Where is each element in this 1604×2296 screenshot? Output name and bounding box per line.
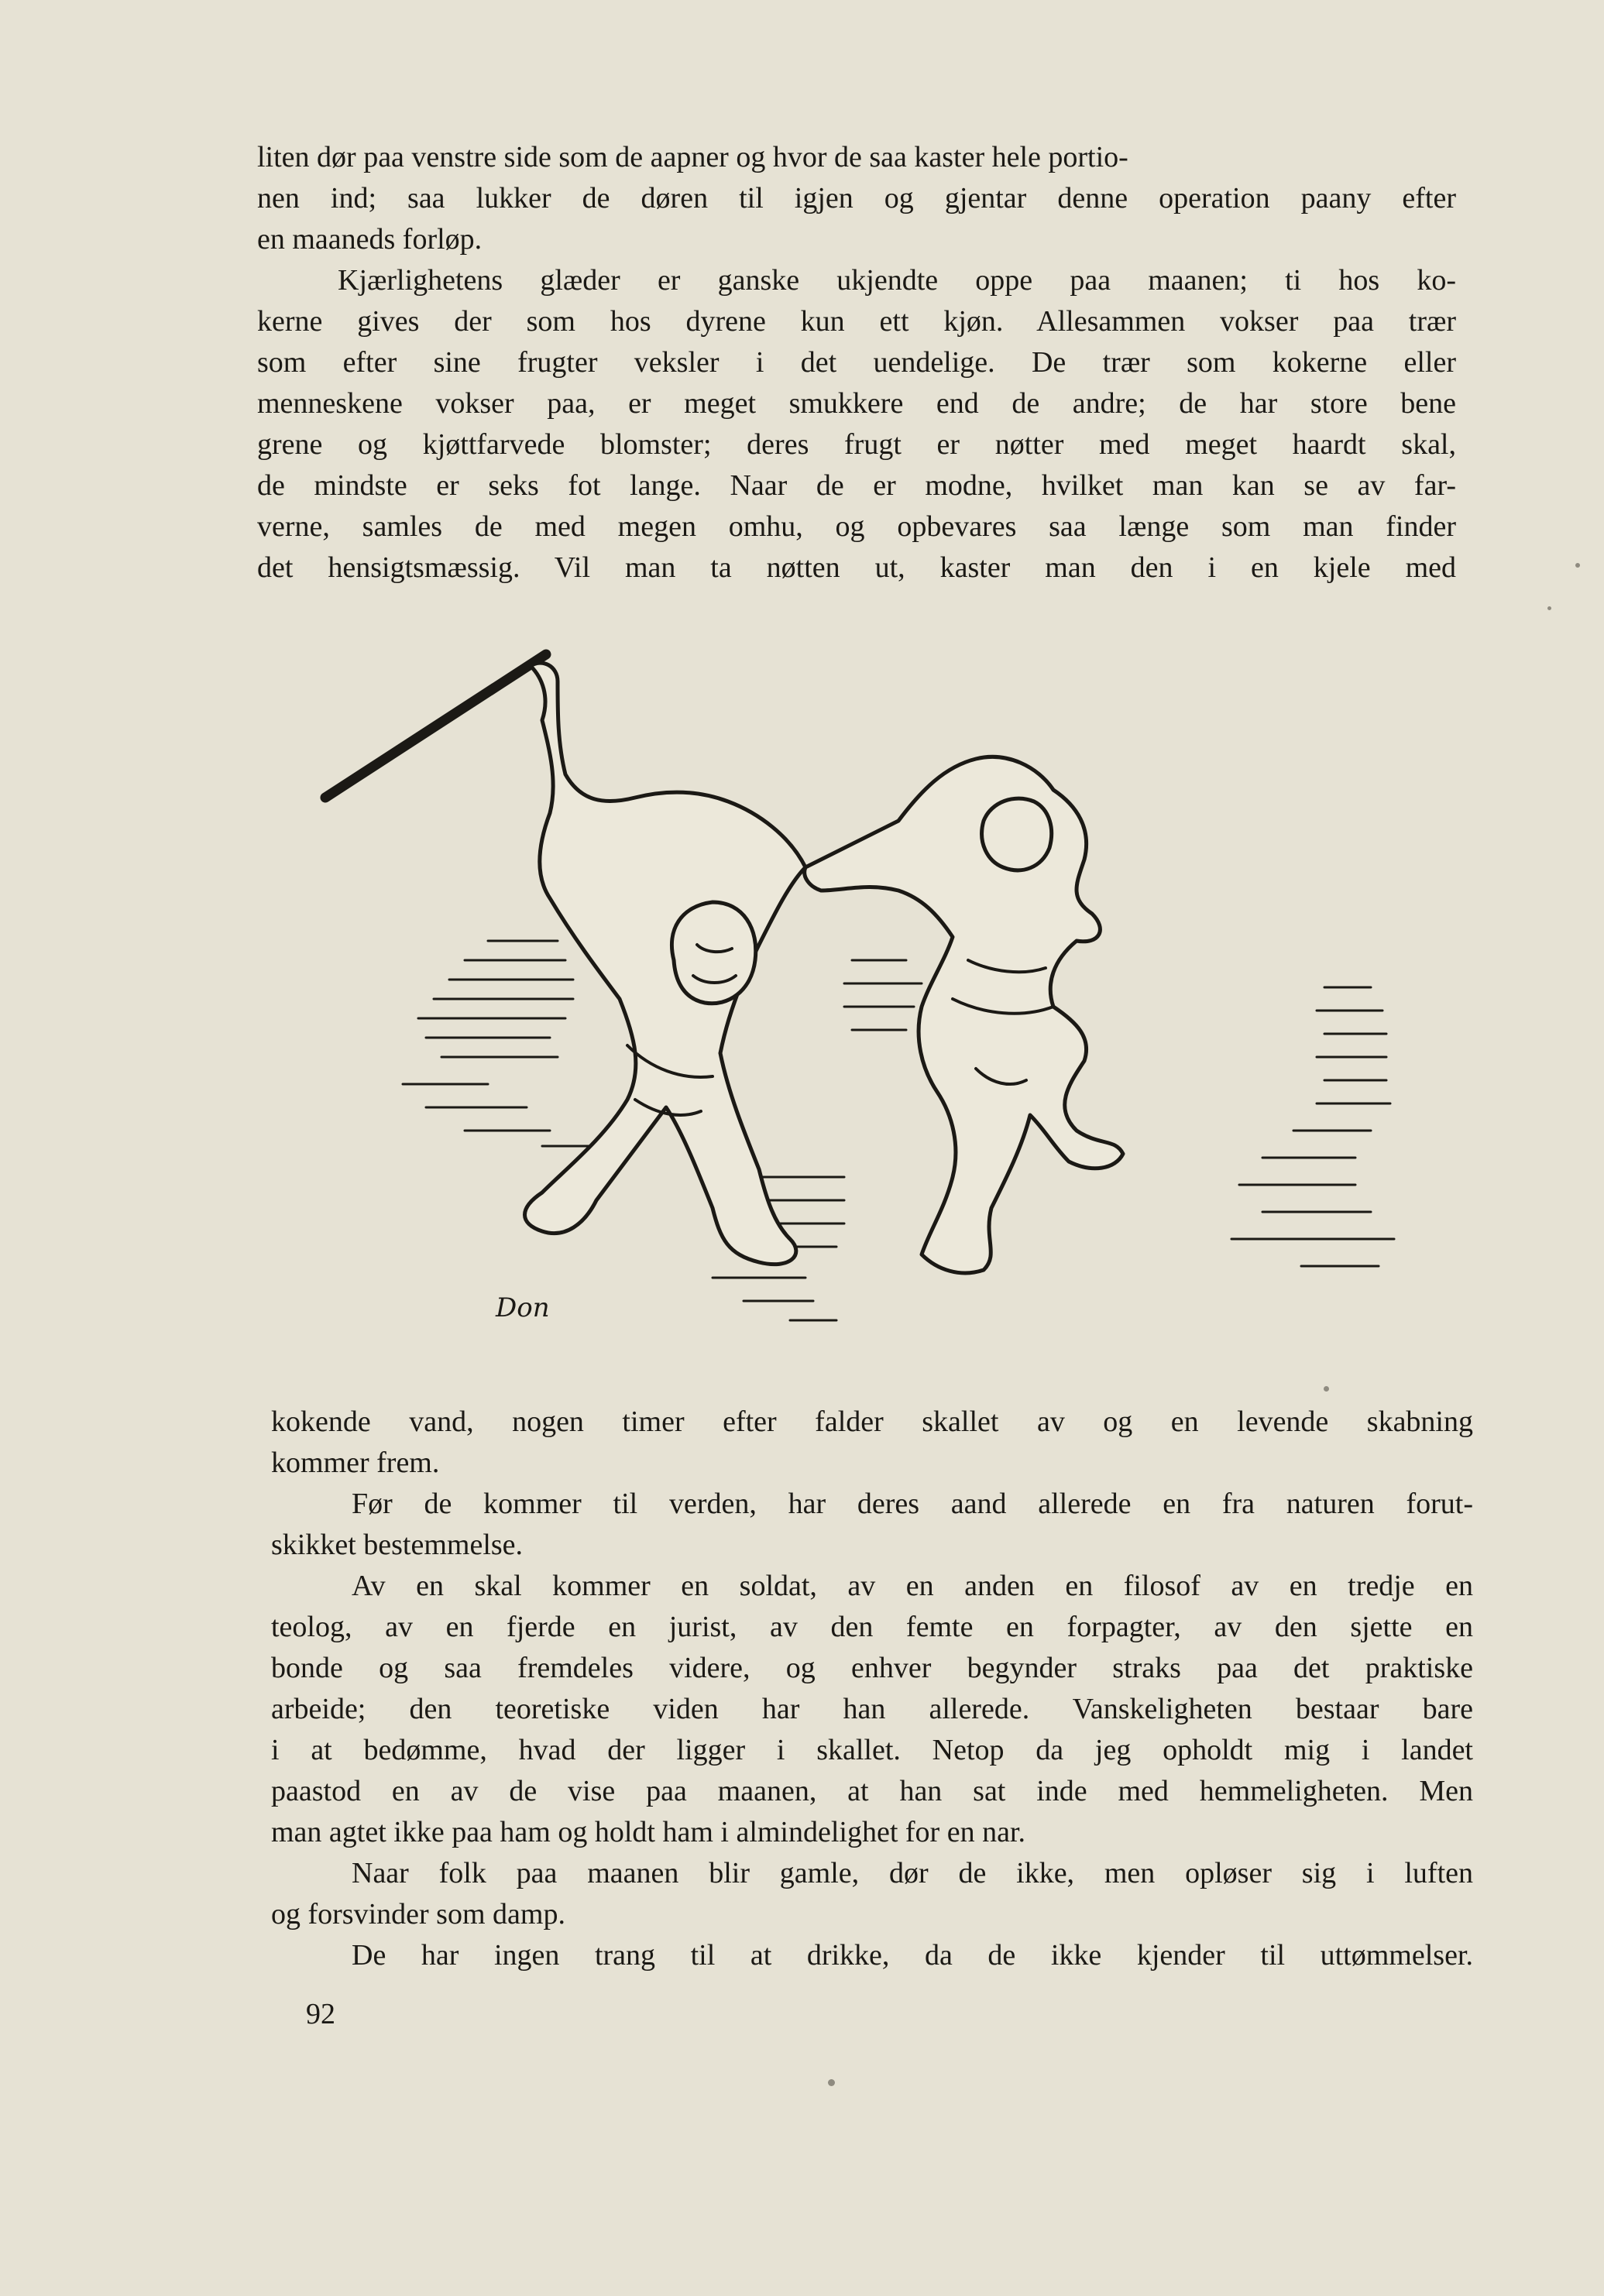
paper-speck	[1575, 563, 1580, 568]
text-line: og forsvinder som damp.	[271, 1898, 565, 1930]
top-text-block	[257, 137, 1456, 589]
text-line: Av en skal kommer en soldat, av en anden en filosof av en tredje en	[352, 1570, 1473, 1602]
text-line: menneskene vokser paa, er meget smukkere end de andre; de har store bene	[257, 387, 1456, 420]
text-line: Kjærlighetens glæder er ganske ukjendte oppe paa maanen; ti hos ko-	[338, 264, 1456, 297]
left-wrestler	[525, 663, 806, 1265]
text-line: en maaneds forløp.	[257, 223, 483, 256]
text-line: grene og kjøttfarvede blomster; deres frugt er nøtter med meget haardt skal,	[257, 428, 1456, 461]
club-icon	[325, 654, 546, 798]
text-line: bonde og saa fremdeles videre, og enhver begynder straks paa det praktiske	[271, 1652, 1473, 1684]
text-line: kommer frem.	[271, 1447, 440, 1479]
bottom-text-block	[271, 1402, 1473, 1976]
text-line: liten dør paa venstre side som de aapner og hvor de saa kaster hele portio-	[257, 141, 1128, 173]
ground-hatching-right	[1231, 987, 1394, 1266]
text-line: teolog, av en fjerde en jurist, av den femte en forpagter, av den sjette en	[271, 1611, 1473, 1643]
paper-speck	[1547, 606, 1551, 610]
illustration-signature: Don	[496, 1292, 550, 1323]
text-line: det hensigtsmæssig. Vil man ta nøtten ut, kaster man den i en kjele med	[257, 551, 1456, 584]
ground-hatching-left	[403, 941, 589, 1146]
wrestlers-illustration	[310, 635, 1410, 1378]
text-line: som efter sine frugter veksler i det uendelige. De trær som kokerne eller	[257, 346, 1456, 379]
text-line: nen ind; saa lukker de døren til igjen og gjentar denne operation paany efter	[257, 182, 1456, 214]
text-line: verne, samles de med megen omhu, og opbevares saa længe som man finder	[257, 510, 1456, 543]
text-line: paastod en av de vise paa maanen, at han sat inde med hemmeligheten. Men	[271, 1775, 1473, 1807]
right-wrestler	[805, 757, 1123, 1273]
paper-speck	[828, 2079, 835, 2086]
text-line: i at bedømme, hvad der ligger i skallet. Netop da jeg opholdt mig i landet	[271, 1734, 1473, 1766]
page-number: 92	[306, 1998, 335, 2030]
text-line: de mindste er seks fot lange. Naar de er modne, hvilket man kan se av far-	[257, 469, 1456, 502]
text-line: Før de kommer til verden, har deres aand allerede en fra naturen forut-	[352, 1488, 1473, 1520]
text-line: De har ingen trang til at drikke, da de ikke kjender til uttømmelser.	[352, 1939, 1473, 1972]
text-line: man agtet ikke paa ham og holdt ham i almindelighet for en nar.	[271, 1816, 1025, 1848]
text-line: Naar folk paa maanen blir gamle, dør de ikke, men opløser sig i luften	[352, 1857, 1473, 1889]
paper-speck	[1324, 1386, 1329, 1392]
text-line: kerne gives der som hos dyrene kun ett kjøn. Allesammen vokser paa trær	[257, 305, 1456, 338]
text-line: kokende vand, nogen timer efter falder skallet av og en levende skabning	[271, 1405, 1473, 1438]
text-line: arbeide; den teoretiske viden har han allerede. Vanskeligheten bestaar bare	[271, 1693, 1473, 1725]
text-line: skikket bestemmelse.	[271, 1529, 524, 1561]
